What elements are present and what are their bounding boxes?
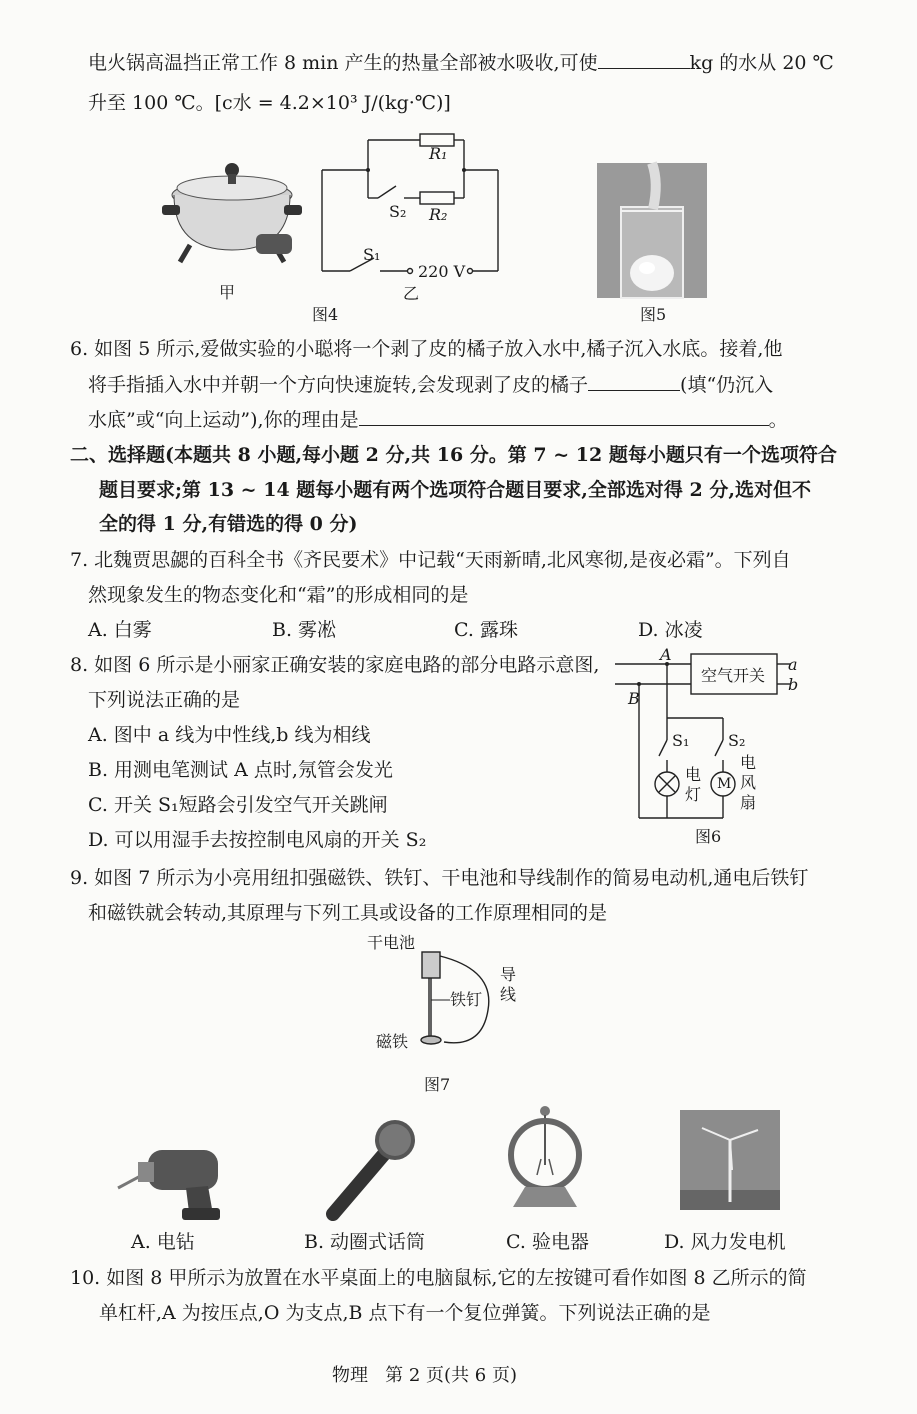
fig7-wire-label: 导线: [500, 965, 517, 1004]
fig4-voltage-label: 220 V: [418, 262, 466, 281]
fig6-caption: 图6: [695, 827, 722, 846]
q7-option-b[interactable]: B. 雾凇: [272, 619, 337, 641]
q5-text-a: 电火锅高温挡正常工作 8 min 产生的热量全部被水吸收,可使: [88, 52, 598, 74]
q9-line1: 9. 如图 7 所示为小亮用纽扣强磁铁、铁钉、干电池和导线制作的简易电动机,通电后铁钉: [70, 867, 809, 889]
q7-option-c[interactable]: C. 露珠: [454, 619, 518, 641]
fig4-r1-label: R₁: [429, 144, 448, 163]
q8-line2: 下列说法正确的是: [88, 689, 241, 711]
q7-line1: 7. 北魏贾思勰的百科全书《齐民要术》中记载“天雨新晴,北风寒彻,是夜必霜”。下列自: [70, 549, 791, 571]
q9-option-a[interactable]: A. 电钻: [131, 1231, 195, 1253]
fig6-point-a-label: A: [660, 645, 672, 664]
q8-option-b[interactable]: B. 用测电笔测试 A 点时,氖管会发光: [88, 759, 393, 781]
page-footer: 物理 第 2 页(共 6 页): [332, 1365, 518, 1386]
q9-option-d[interactable]: D. 风力发电机: [664, 1231, 786, 1253]
fig4-circuit: [320, 128, 510, 288]
microphone-image: [315, 1110, 425, 1220]
q6-answer-blank-1[interactable]: [588, 372, 680, 391]
fig6-s2-label: S₂: [728, 731, 746, 750]
q8-option-d[interactable]: D. 可以用湿手去按控制电风扇的开关 S₂: [88, 829, 427, 851]
q8-option-a[interactable]: A. 图中 a 线为中性线,b 线为相线: [88, 724, 371, 746]
q5-line1: [88, 50, 834, 75]
q9-line2: 和磁铁就会转动,其原理与下列工具或设备的工作原理相同的是: [88, 902, 608, 924]
fig6-a-label: a: [788, 655, 798, 674]
fig6-s1-label: S₁: [672, 731, 690, 750]
q9-option-b[interactable]: B. 动圈式话筒: [304, 1231, 426, 1253]
fig5-caption: 图5: [640, 305, 667, 324]
fig7-magnet-label: 磁铁: [376, 1032, 409, 1051]
fig6-lamp-label: 电灯: [685, 765, 702, 804]
q8-option-c[interactable]: C. 开关 S₁短路会引发空气开关跳闸: [88, 794, 388, 816]
q6-line1: 6. 如图 5 所示,爱做实验的小聪将一个剥了皮的橘子放入水中,橘子沉入水底。接着,他: [70, 338, 783, 360]
q10-line1: 10. 如图 8 甲所示为放置在水平桌面上的电脑鼠标,它的左按键可看作如图 8 乙所示的简: [70, 1267, 807, 1289]
fig4-s1-label: S₁: [363, 245, 381, 264]
section2-line3: 全的得 1 分,有错选的得 0 分): [99, 513, 358, 535]
q6-text-a: 将手指插入水中并朝一个方向快速旋转,会发现剥了皮的橘子: [88, 374, 589, 396]
q6-answer-blank-2[interactable]: [359, 407, 769, 426]
fig6-motor-symbol: M: [717, 776, 732, 792]
q9-option-c[interactable]: C. 验电器: [506, 1231, 589, 1253]
fig7-nail-label: 铁钉: [450, 990, 483, 1009]
q6-text-c: 水底”或“向上运动”),你的理由是: [88, 409, 359, 431]
q7-option-d[interactable]: D. 冰凌: [638, 619, 703, 641]
q5-answer-blank[interactable]: [598, 50, 690, 69]
fig4-label-jia: 甲: [219, 283, 236, 302]
q6-line2: [88, 372, 773, 397]
q6-line3: [88, 407, 788, 432]
fig4-caption: 图4: [312, 305, 339, 324]
q8-line1: 8. 如图 6 所示是小丽家正确安装的家庭电路的部分电路示意图,: [70, 654, 600, 676]
q7-line2: 然现象发生的物态变化和“霜”的形成相同的是: [88, 584, 469, 606]
section2-line1: 二、选择题(本题共 8 小题,每小题 2 分,共 16 分。第 7 ~ 12 题每小题只有一个选项符合: [70, 444, 837, 466]
section2-line2: 题目要求;第 13 ~ 14 题每小题有两个选项符合题目要求,全部选对得 2 分,选对但不: [99, 479, 811, 501]
q5-text-b: kg 的水从 20 ℃: [689, 52, 834, 74]
q5-line2: 升至 100 ℃。[c水 = 4.2×10³ J/(kg·℃)]: [88, 92, 451, 114]
fig6-b-label: b: [788, 675, 799, 694]
fig6-fan-label: 电风扇: [740, 753, 757, 812]
fig7-caption: 图7: [424, 1075, 451, 1094]
wind-turbine-image: [680, 1110, 780, 1210]
fig7-battery-label: 干电池: [367, 933, 416, 952]
q6-text-d: 。: [768, 409, 788, 431]
fig6-breaker-label: 空气开关: [701, 666, 766, 685]
electroscope-image: [505, 1103, 585, 1213]
fig6-point-b-label: B: [628, 689, 640, 708]
q10-line2: 单杠杆,A 为按压点,O 为支点,B 点下有一个复位弹簧。下列说法正确的是: [99, 1302, 711, 1324]
hotpot-image: [160, 150, 300, 265]
q6-text-b: (填“仍沉入: [680, 374, 774, 396]
fig5-photo: [597, 163, 707, 298]
fig4-label-yi: 乙: [403, 284, 420, 303]
fig4-s2-label: S₂: [389, 202, 407, 221]
q7-option-a[interactable]: A. 白雾: [88, 619, 152, 641]
drill-image: [108, 1110, 228, 1220]
fig4-r2-label: R₂: [429, 205, 448, 224]
